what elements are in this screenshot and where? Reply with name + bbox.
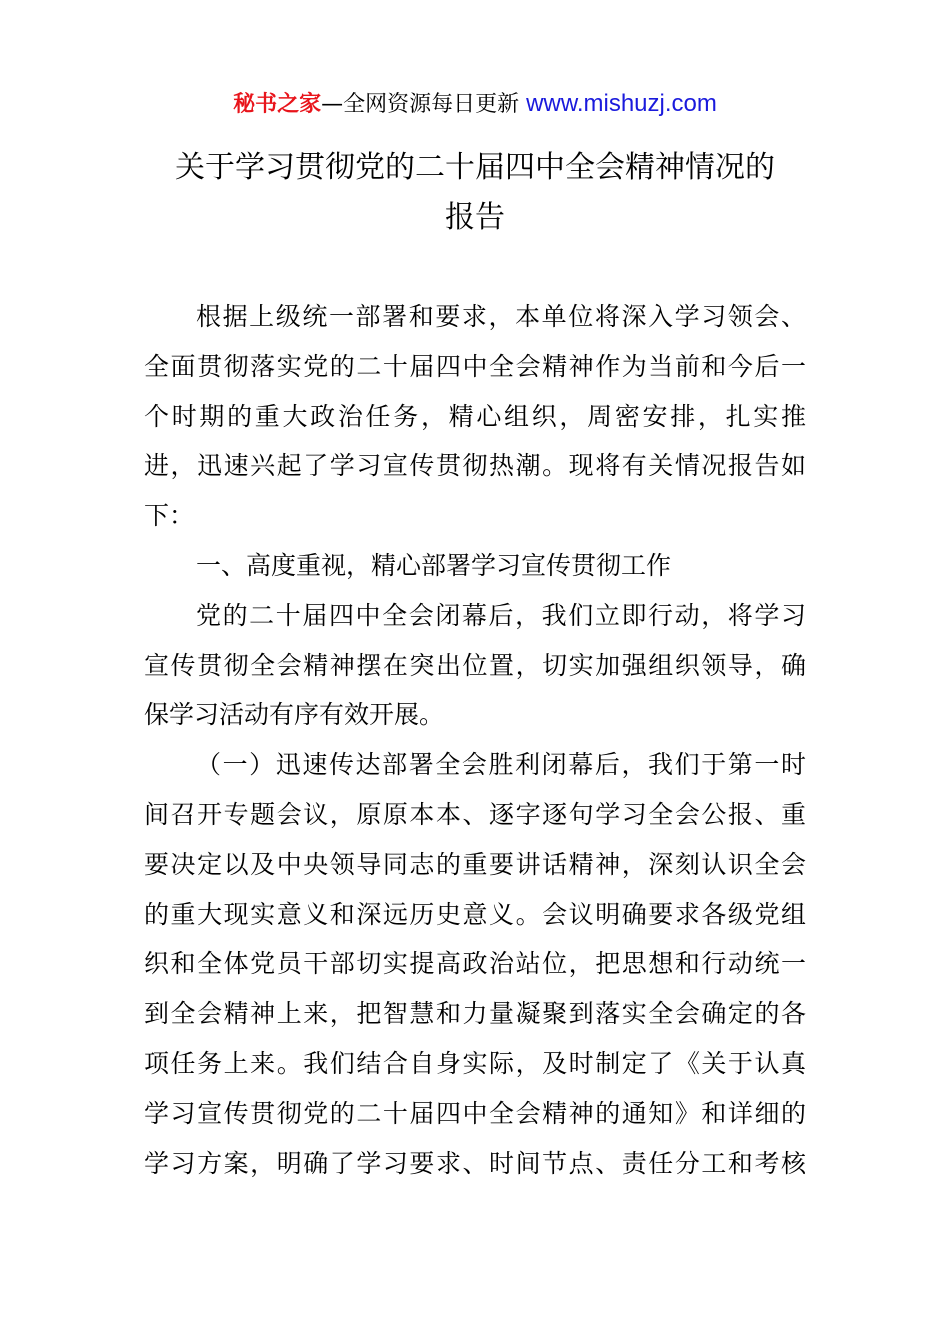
text-line: （一）迅速传达部署全会胜利闭幕后，我们于第一时 — [196, 750, 806, 780]
slogan: —全网资源每日更新 — [321, 92, 527, 117]
text-line: 进，迅速兴起了学习宣传贯彻热潮。现将有关情况报告如 — [144, 451, 806, 481]
site-header — [0, 88, 950, 121]
text-line: 织和全体党员干部切实提高政治站位，把思想和行动统一 — [144, 949, 806, 979]
text-line: 根据上级统一部署和要求，本单位将深入学习领会、 — [196, 302, 806, 331]
paragraph — [144, 740, 806, 1188]
text-line: 间召开专题会议，原原本本、逐字逐句学习全会公报、重 — [144, 799, 806, 829]
text-line: 党的二十届四中全会闭幕后，我们立即行动，将学习 — [196, 600, 806, 630]
title-line: 报告 — [445, 200, 505, 235]
paragraph — [144, 292, 806, 541]
paragraph — [144, 591, 806, 740]
text-line: 到全会精神上来，把智慧和力量凝聚到落实全会确定的各 — [144, 999, 806, 1029]
brand-name: 秘书之家 — [233, 92, 322, 117]
text-line: 学习宣传贯彻党的二十届四中全会精神的通知》和详细的 — [144, 1098, 806, 1128]
text-line: 的重大现实意义和深远历史意义。会议明确要求各级党组 — [144, 899, 806, 929]
text-line: 保学习活动有序有效开展。 — [144, 700, 445, 730]
site-url-link[interactable]: www.mishuzj.com — [526, 90, 717, 117]
document-title — [0, 143, 950, 243]
section-heading — [144, 541, 806, 591]
title-line: 关于学习贯彻党的二十届四中全会精神情况的 — [175, 150, 775, 185]
document-body — [144, 292, 806, 1188]
text-line: 个时期的重大政治任务，精心组织，周密安排，扎实推 — [144, 401, 806, 431]
text-line: 全面贯彻落实党的二十届四中全会精神作为当前和今后一 — [144, 351, 806, 381]
text-line: 项任务上来。我们结合自身实际，及时制定了《关于认真 — [144, 1048, 806, 1078]
text-line: 要决定以及中央领导同志的重要讲话精神，深刻认识全会 — [144, 849, 806, 879]
text-line: 宣传贯彻全会精神摆在突出位置，切实加强组织领导，确 — [144, 650, 806, 680]
text-line: 一、高度重视，精心部署学习宣传贯彻工作 — [196, 550, 672, 580]
text-line: 学习方案，明确了学习要求、时间节点、责任分工和考核 — [144, 1148, 806, 1178]
text-line: 下： — [144, 501, 195, 531]
